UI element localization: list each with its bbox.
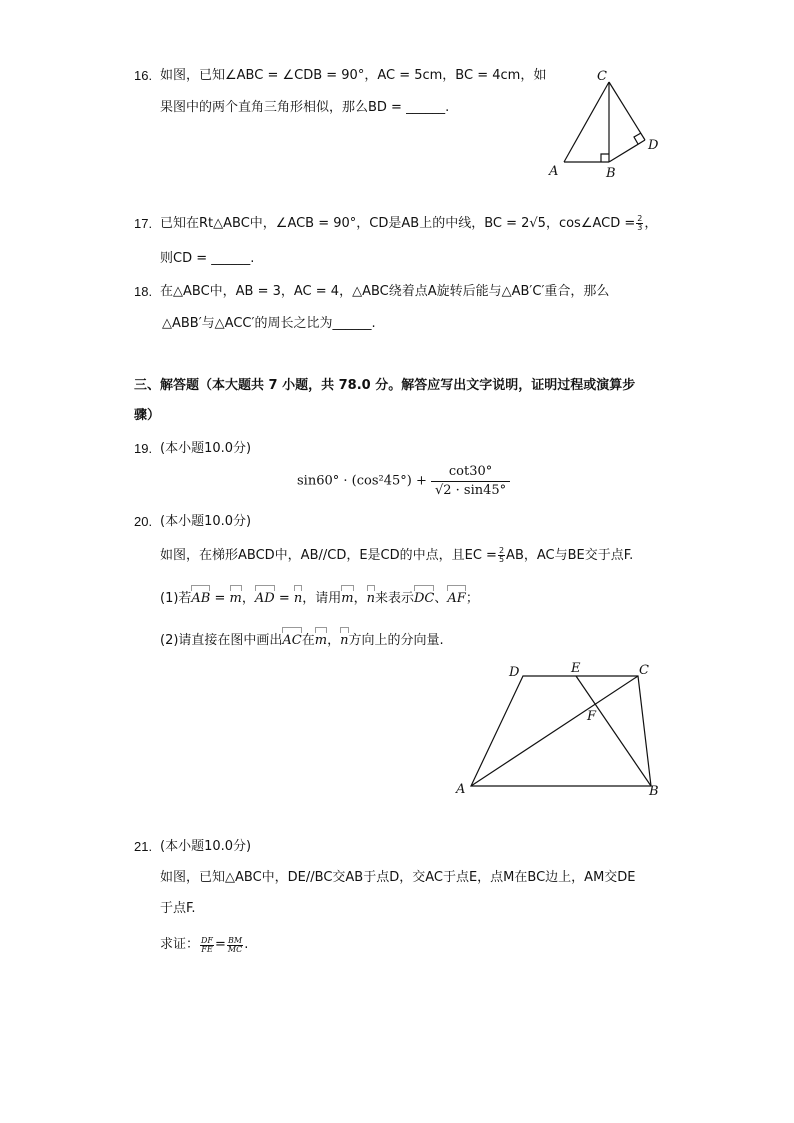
label-b: B: [649, 784, 659, 799]
vector-af: AF: [447, 591, 466, 606]
q21-fraction-left: [200, 937, 214, 954]
q21-f2-den: MC: [227, 944, 243, 954]
segment-bd: [609, 140, 645, 162]
q20-fraction: [498, 547, 505, 564]
vector-n: n: [293, 591, 303, 606]
q17-frac-num: 2: [637, 214, 643, 223]
q17-line1-text: 已知在Rt△ABC中，∠ACB = 90°，CD是AB上的中线，BC = 2√5，cos∠ACD =: [160, 216, 636, 231]
vector-ab: AB: [191, 591, 211, 606]
q21-proof: [160, 936, 248, 955]
q20-part1: [160, 590, 479, 608]
label-f: F: [587, 709, 597, 724]
label-b: B: [606, 166, 616, 181]
vector-ac: AC: [282, 633, 302, 648]
label-d: D: [509, 665, 520, 680]
q21-points: (本小题10.0分): [160, 839, 252, 854]
q20-part1-eq2: =: [274, 591, 294, 606]
segment-cd: [609, 82, 645, 140]
q17-fraction: [636, 215, 643, 232]
q20-part2-zai: 在: [301, 633, 315, 648]
q20-part2-prefix: (2)请直接在图中画出: [160, 633, 283, 648]
q19-points: (本小题10.0分): [160, 441, 252, 456]
q17-line1-end: ，: [644, 216, 658, 231]
q20-part1-prefix: (1)若: [160, 591, 192, 606]
q20-part1-dun: 、: [434, 591, 448, 606]
right-angle-d-mark: [634, 133, 641, 144]
q20-stem-end: AB，AC与BE交于点F.: [506, 548, 634, 563]
q20-part1-comma: ，: [353, 591, 367, 606]
vector-n-2: n: [366, 591, 375, 606]
label-c: C: [597, 69, 607, 84]
q20-part2: [160, 632, 444, 650]
q17-number: 17.: [134, 216, 153, 231]
q16-figure: [540, 62, 670, 182]
label-a: A: [549, 164, 559, 179]
vector-m-2: m: [341, 591, 354, 606]
vector-dc: DC: [414, 591, 435, 606]
q21-f2-num: BM: [228, 935, 243, 945]
q17-frac-den: 3: [637, 223, 643, 232]
q19-number: 19.: [134, 441, 153, 456]
q21-line2: 于点F.: [160, 901, 196, 916]
vector-m: m: [229, 591, 242, 606]
label-e: E: [571, 661, 581, 676]
q20-part2-comma: ，: [327, 633, 341, 648]
q16-line2: 果图中的两个直角三角形相似，那么BD = ______.: [160, 100, 450, 115]
q20-stem: [160, 547, 633, 565]
q20-part2-end: 方向上的分向量.: [348, 633, 444, 648]
q20-part1-eq1: =: [210, 591, 230, 606]
q21-fraction-right: [227, 937, 243, 954]
section3-heading-cont: 骤）: [134, 408, 161, 423]
q18-number: 18.: [134, 284, 153, 299]
vector-m-3: m: [314, 633, 328, 648]
q19-fraction: [431, 463, 510, 500]
q19-formula: [297, 463, 510, 500]
q19-formula-left: sin60° · (cos²45°) +: [297, 473, 427, 489]
q20-part1-end: ；: [465, 591, 479, 606]
label-d: D: [648, 138, 659, 153]
q20-part1-mid: ，请用: [302, 591, 342, 606]
section3-heading: 三、解答题（本大题共 7 小题，共 78.0 分。解答应写出文字说明，证明过程或演算步: [134, 378, 636, 393]
q20-trapezoid-figure: [452, 656, 672, 806]
q21-proof-prefix: 求证：: [160, 937, 200, 952]
q21-f1-num: DF: [201, 935, 213, 945]
q20-frac-den: 5: [498, 555, 505, 564]
q20-points: (本小题10.0分): [160, 514, 252, 529]
q16-number: 16.: [134, 68, 153, 83]
q17-line2: 则CD = ______.: [160, 251, 255, 266]
q21-f1-den: FE: [201, 944, 213, 954]
vector-n-3: n: [340, 633, 349, 648]
q20-stem-text: 如图，在梯形ABCD中，AB//CD，E是CD的中点，且EC =: [160, 548, 497, 563]
q18-line1: 在△ABC中，AB = 3，AC = 4，△ABC绕着点A旋转后能与△AB′C′重合，那么: [160, 284, 610, 299]
q20-part1-sep: ，: [241, 591, 255, 606]
q19-frac-num: cot30°: [431, 463, 510, 482]
q16-line1: 如图，已知∠ABC = ∠CDB = 90°，AC = 5cm，BC = 4cm，如: [160, 68, 547, 83]
trapezoid-abcd: [471, 676, 651, 786]
q21-line1: 如图，已知△ABC中，DE//BC交AB于点D，交AC于点E，点M在BC边上，AM交DE: [160, 870, 636, 885]
q21-proof-end: .: [244, 937, 249, 952]
q17-line1: [160, 215, 657, 233]
q20-part1-mid2: 来表示: [374, 591, 414, 606]
q21-equals: =: [214, 937, 226, 952]
q21-number: 21.: [134, 839, 153, 854]
segment-ac: [564, 82, 609, 162]
q18-line2: △ABB′与△ACC′的周长之比为______.: [162, 316, 376, 331]
q19-frac-den: √2 · sin45°: [434, 483, 507, 498]
q20-number: 20.: [134, 514, 153, 529]
label-a: A: [456, 782, 466, 797]
vector-ad: AD: [254, 591, 275, 606]
label-c: C: [639, 663, 649, 678]
right-angle-b-mark: [601, 154, 609, 162]
q20-frac-num: 2: [498, 546, 505, 555]
